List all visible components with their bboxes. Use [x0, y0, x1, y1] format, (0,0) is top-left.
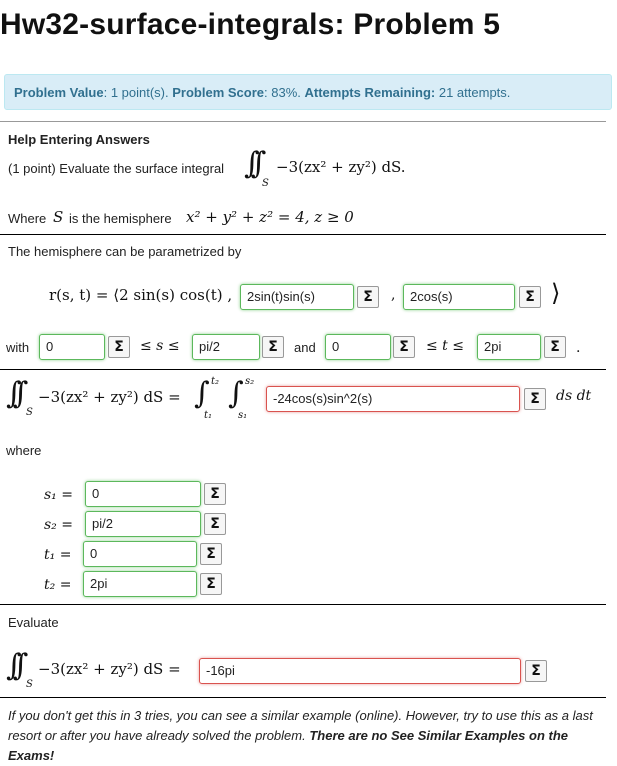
double-integral-sign: ∫∫	[6, 376, 20, 411]
equation-editor-button[interactable]: Σ	[393, 336, 415, 358]
s-lower-bound-input[interactable]: 0	[39, 334, 105, 360]
where-description: is the hemisphere	[69, 211, 172, 226]
parametrization-text: The hemisphere can be parametrized by	[8, 244, 242, 259]
integral-lhs: −3(zx² + zy²) dS =	[38, 388, 181, 406]
limit-label-s1: s₁ =	[44, 487, 73, 503]
problem-info-box	[4, 74, 612, 110]
divider	[0, 234, 606, 235]
s1-input[interactable]: 0	[85, 481, 201, 507]
problem-integrand: −3(zx² + zy²) dS.	[276, 158, 406, 176]
where-variable: S	[53, 208, 64, 226]
parametrization-lhs: r(s, t) = ⟨2 sin(s) cos(t) ,	[49, 286, 233, 304]
help-entering-answers-link[interactable]: Help Entering Answers	[8, 132, 150, 147]
hemisphere-equation: x² + y² + z² = 4, z ≥ 0	[186, 208, 354, 226]
where-label: where	[6, 443, 42, 458]
period: .	[576, 340, 581, 356]
double-integral-sign: ∫∫	[6, 648, 20, 683]
page-title: Hw32-surface-integrals: Problem 5	[0, 8, 501, 41]
where-label: Where	[8, 211, 47, 226]
problem-intro: (1 point) Evaluate the surface integral	[8, 161, 225, 176]
footer-text: If you don't get this in 3 tries, you can see a similar example (online). However, try to use this as a last resort or after you have already solved the problem.	[8, 708, 593, 743]
s2-input[interactable]: pi/2	[85, 511, 201, 537]
and-label: and	[294, 340, 316, 355]
equation-editor-button[interactable]: Σ	[525, 660, 547, 682]
problem-value: : 1 point(s).	[103, 85, 169, 100]
outer-upper-limit: t₂	[211, 376, 220, 387]
t-upper-bound-input[interactable]: 2pi	[477, 334, 541, 360]
equation-editor-button[interactable]: Σ	[262, 336, 284, 358]
equation-editor-button[interactable]: Σ	[544, 336, 566, 358]
integral-subscript: S	[26, 407, 33, 418]
attempts-remaining-label: Attempts Remaining:	[304, 85, 436, 100]
t1-input[interactable]: 0	[83, 541, 197, 567]
differential: ds dt	[556, 388, 592, 404]
limit-label-t2: t₂ =	[44, 577, 72, 593]
inner-lower-limit: s₁	[238, 410, 248, 421]
equation-editor-button[interactable]: Σ	[108, 336, 130, 358]
outer-integral-sign: ∫	[194, 376, 210, 411]
limit-label-t1: t₁ =	[44, 547, 72, 563]
equation-editor-button[interactable]: Σ	[357, 286, 379, 308]
inner-upper-limit: s₂	[245, 376, 255, 387]
s-upper-bound-input[interactable]: pi/2	[192, 334, 260, 360]
equation-editor-button[interactable]: Σ	[204, 483, 226, 505]
with-label: with	[6, 340, 30, 355]
equation-editor-button[interactable]: Σ	[519, 286, 541, 308]
z-component-input[interactable]: 2cos(s)	[403, 284, 515, 310]
problem-score: : 83%.	[264, 85, 301, 100]
equation-editor-button[interactable]: Σ	[524, 388, 546, 410]
evaluate-label: Evaluate	[8, 615, 59, 630]
t2-input[interactable]: 2pi	[83, 571, 197, 597]
inner-integral-sign: ∫	[228, 376, 244, 411]
equation-editor-button[interactable]: Σ	[200, 543, 222, 565]
divider	[0, 121, 606, 122]
attempts-remaining: 21 attempts.	[438, 85, 511, 100]
footer-note	[8, 706, 608, 766]
s-inequality: ≤ s ≤	[140, 338, 180, 354]
equation-editor-button[interactable]: Σ	[204, 513, 226, 535]
final-integral-lhs: −3(zx² + zy²) dS =	[38, 660, 181, 678]
outer-lower-limit: t₁	[204, 410, 213, 421]
comma: ,	[391, 287, 396, 303]
problem-score-label: Problem Score	[172, 85, 265, 100]
integral-subscript: S	[26, 679, 33, 690]
divider	[0, 604, 606, 605]
t-lower-bound-input[interactable]: 0	[325, 334, 391, 360]
integral-subscript: S	[262, 178, 269, 189]
problem-value-label: Problem Value	[14, 85, 104, 100]
footer-bold-note: There are no See Similar Examples on the Exams!	[8, 728, 568, 763]
divider	[0, 369, 606, 370]
divider	[0, 697, 606, 698]
final-answer-input[interactable]: -16pi	[199, 658, 521, 684]
equation-editor-button[interactable]: Σ	[200, 573, 222, 595]
limit-label-s2: s₂ =	[44, 517, 73, 533]
integrand-input[interactable]: -24cos(s)sin^2(s)	[266, 386, 520, 412]
double-integral-sign: ∫∫	[244, 146, 258, 181]
t-inequality: ≤ t ≤	[426, 338, 464, 354]
y-component-input[interactable]: 2sin(t)sin(s)	[240, 284, 354, 310]
close-angle-bracket: ⟩	[551, 279, 561, 307]
